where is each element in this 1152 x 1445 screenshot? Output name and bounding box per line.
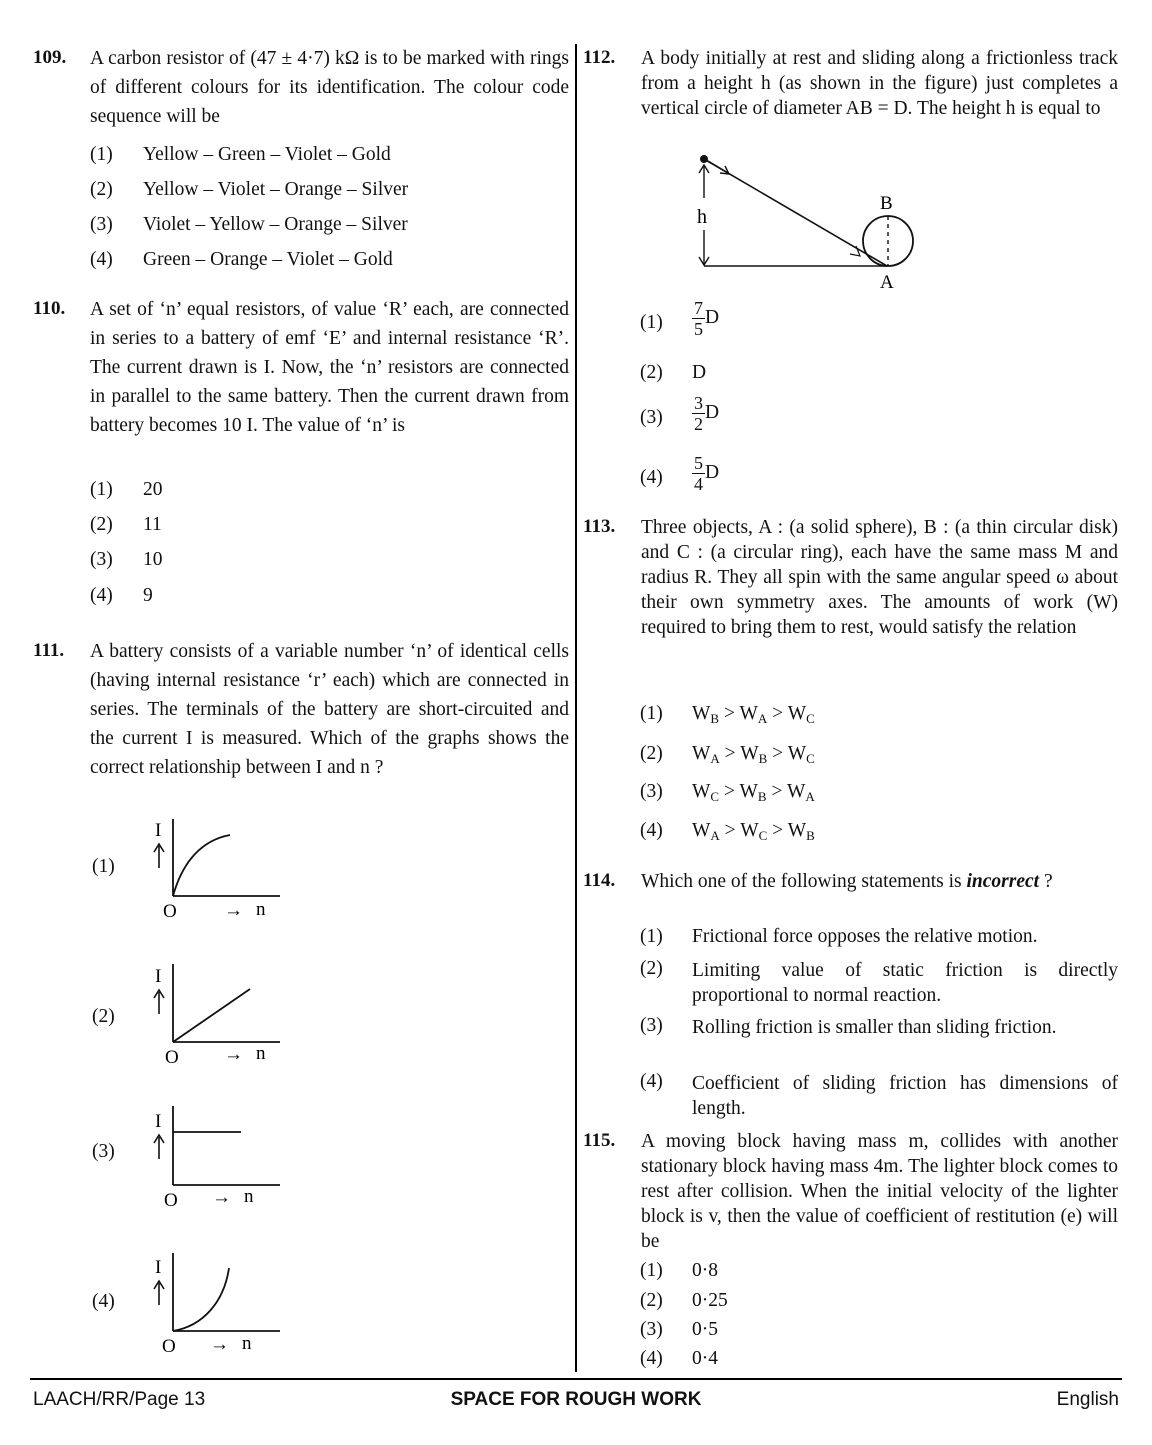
work-symbol: W	[692, 703, 711, 724]
work-subscript: A	[805, 789, 815, 804]
frac-suffix: D	[705, 306, 720, 328]
graph-y-label: I	[155, 1111, 162, 1132]
graph-origin: O	[165, 1047, 179, 1068]
q111-text: A battery consists of a variable number ‘n’ of identical cells (having internal resistance ‘r’ each) which are connected in series. The terminals of the battery are short-circuited and the current I is measured. Which of the graphs shows the correct relationship between I and n ?	[90, 641, 569, 778]
option-text: 11	[143, 514, 162, 535]
graph-y-label: I	[155, 1257, 162, 1278]
option-text: Limiting value of static friction is directly proportional to normal reaction.	[692, 960, 1118, 1006]
option-text: 0·4	[692, 1348, 718, 1369]
option-text: D	[692, 362, 707, 383]
q114-text: Which one of the following statements is incorrect ?	[641, 871, 1053, 892]
work-subscript: C	[758, 828, 768, 843]
option-number: (4)	[640, 820, 663, 841]
graph-origin: O	[164, 1190, 178, 1211]
option-number: (2)	[640, 958, 663, 979]
footer-rule	[30, 1378, 1122, 1380]
graph-x-label: n	[242, 1333, 252, 1354]
option-number: (3)	[640, 781, 663, 802]
graph-x-label: n	[244, 1186, 254, 1207]
option-number: (1)	[640, 926, 663, 947]
option-text: Rolling friction is smaller than sliding friction.	[692, 1017, 1057, 1038]
graph-x-label: n	[256, 899, 266, 920]
frac-num: 5	[694, 453, 703, 473]
fraction-5-4	[692, 453, 705, 494]
work-subscript: A	[757, 711, 768, 726]
greater-than: >	[767, 820, 788, 841]
option-relation	[692, 781, 815, 803]
work-symbol: W	[739, 703, 758, 724]
option-number: (4)	[90, 249, 113, 270]
label-a: A	[880, 272, 894, 293]
frac-den: 2	[694, 414, 703, 434]
q109-number: 109.	[33, 47, 67, 68]
frac-den: 5	[694, 319, 703, 339]
option-number: (2)	[92, 1006, 115, 1027]
graph-x-arrow: →	[210, 1334, 229, 1355]
work-symbol: W	[787, 703, 807, 724]
graph-x-label: n	[256, 1043, 266, 1064]
option-number: (1)	[92, 856, 115, 877]
option-text: Coefficient of sliding friction has dimensions of length.	[692, 1073, 1118, 1119]
q111-graph-4	[148, 1250, 288, 1360]
q111-graph-2	[148, 960, 288, 1070]
q114-number: 114.	[583, 870, 616, 891]
work-symbol: W	[787, 743, 807, 764]
option-text: 0·5	[692, 1319, 718, 1340]
fraction-3-2	[692, 393, 705, 434]
option-number: (3)	[92, 1141, 115, 1162]
q113-number: 113.	[583, 516, 616, 537]
option-number: (3)	[640, 1015, 663, 1036]
option-number: (3)	[90, 549, 113, 570]
q112-number: 112.	[583, 47, 616, 68]
q111-graph-1	[148, 815, 288, 925]
footer-language: English	[1056, 1389, 1119, 1410]
option-number: (4)	[640, 1071, 663, 1092]
work-symbol: W	[739, 781, 758, 802]
graph-x-arrow: →	[224, 1044, 243, 1065]
option-number: (4)	[90, 585, 113, 606]
option-text: Green – Orange – Violet – Gold	[143, 249, 393, 270]
q110-number: 110.	[33, 298, 66, 319]
work-symbol: W	[692, 743, 711, 764]
q112-text: A body initially at rest and sliding along a frictionless track from a height h (as shown in the figure) just completes a vertical circle of diameter AB = D. The height h is equal to	[641, 48, 1118, 119]
frac-num: 7	[694, 298, 703, 318]
work-symbol: W	[740, 820, 759, 841]
graph-x-arrow: →	[212, 1187, 231, 1208]
option-text: Yellow – Green – Violet – Gold	[143, 144, 391, 165]
graph-origin: O	[163, 901, 177, 922]
option-number: (4)	[640, 467, 663, 488]
option-relation	[692, 703, 815, 725]
option-text: Frictional force opposes the relative motion.	[692, 926, 1038, 947]
option-number: (3)	[640, 407, 663, 428]
option-text: 10	[143, 549, 163, 570]
q110-text: A set of ‘n’ equal resistors, of value ‘R’ each, are connected in series to a battery of emf ‘E’ and internal resistance ‘R’. The current drawn is I. Now, the ‘n’ resistors are connected in parallel to the same battery. Then the current drawn from battery becomes 10 I. The value of ‘n’ is	[90, 299, 569, 436]
option-number: (1)	[90, 144, 113, 165]
work-subscript: C	[806, 751, 815, 766]
option-number: (1)	[640, 703, 663, 724]
work-symbol: W	[692, 820, 711, 841]
q115-text: A moving block having mass m, collides with another stationary block having mass 4m. The lighter block comes to rest after collision. When the initial velocity of the lighter block is v, then the value of coefficient of restitution (e) will be	[641, 1131, 1118, 1252]
option-text: 9	[143, 585, 153, 606]
work-subscript: A	[710, 751, 720, 766]
graph-y-label: I	[155, 820, 162, 841]
graph-x-arrow: →	[224, 900, 243, 921]
option-number: (3)	[640, 1319, 663, 1340]
frac-suffix: D	[705, 401, 720, 423]
footer-rough-work: SPACE FOR ROUGH WORK	[450, 1389, 702, 1410]
option-number: (1)	[640, 1260, 663, 1281]
option-text: Violet – Yellow – Orange – Silver	[143, 214, 408, 235]
footer-page-id: LAACH/RR/Page 13	[33, 1389, 206, 1410]
q112-figure	[690, 148, 930, 293]
option-number: (3)	[90, 214, 113, 235]
line-rising	[173, 989, 250, 1042]
greater-than: >	[719, 743, 741, 764]
work-subscript: B	[806, 828, 815, 843]
q109-text: A carbon resistor of (47 ± 4·7) kΩ is to be marked with rings of different colours for its identification. The colour code sequence will be	[90, 48, 569, 127]
option-number: (2)	[90, 514, 113, 535]
curve-convex	[173, 1268, 229, 1331]
work-subscript: C	[806, 711, 815, 726]
work-subscript: B	[758, 751, 768, 766]
q111-graph-3	[148, 1103, 288, 1213]
incline-track	[704, 159, 887, 266]
option-number: (4)	[640, 1348, 663, 1369]
graph-y-label: I	[155, 966, 162, 987]
option-number: (1)	[90, 479, 113, 500]
h-label: h	[697, 206, 707, 228]
greater-than: >	[766, 781, 787, 802]
option-text: 20	[143, 479, 163, 500]
option-number: (2)	[640, 743, 663, 764]
work-subscript: B	[757, 789, 767, 804]
frac-suffix: D	[705, 461, 720, 483]
work-subscript: C	[710, 789, 720, 804]
option-number: (2)	[640, 1290, 663, 1311]
fraction-7-5	[692, 298, 705, 339]
q113-text: Three objects, A : (a solid sphere), B : (a thin circular disk) and C : (a circular ring), each have the same mass M and radius R. They all spin with the same angular speed ω about their own symmetry axes. The amounts of work (W) required to bring them to rest, would satisfy the relation	[641, 517, 1118, 638]
column-divider	[575, 44, 577, 1372]
work-symbol: W	[786, 781, 806, 802]
option-relation	[692, 743, 815, 765]
option-number: (2)	[640, 362, 663, 383]
option-text: 0·25	[692, 1290, 728, 1311]
graph-origin: O	[162, 1336, 176, 1357]
label-b: B	[880, 193, 893, 214]
option-number: (4)	[92, 1291, 115, 1312]
option-text: 0·8	[692, 1260, 718, 1281]
work-symbol: W	[787, 820, 807, 841]
work-symbol: W	[692, 781, 711, 802]
work-subscript: A	[710, 828, 720, 843]
option-text: Yellow – Violet – Orange – Silver	[143, 179, 409, 200]
emphasis-incorrect: incorrect	[966, 871, 1040, 892]
curve-concave	[173, 835, 230, 896]
greater-than: >	[719, 703, 740, 724]
greater-than: >	[719, 820, 741, 841]
option-relation	[692, 820, 815, 842]
greater-than: >	[719, 781, 740, 802]
work-symbol: W	[740, 743, 759, 764]
work-subscript: B	[710, 711, 720, 726]
option-number: (2)	[90, 179, 113, 200]
greater-than: >	[767, 743, 788, 764]
q111-number: 111.	[33, 640, 65, 661]
option-number: (1)	[640, 312, 663, 333]
q115-number: 115.	[583, 1130, 616, 1151]
frac-den: 4	[694, 474, 703, 494]
frac-num: 3	[694, 393, 703, 413]
greater-than: >	[767, 703, 788, 724]
